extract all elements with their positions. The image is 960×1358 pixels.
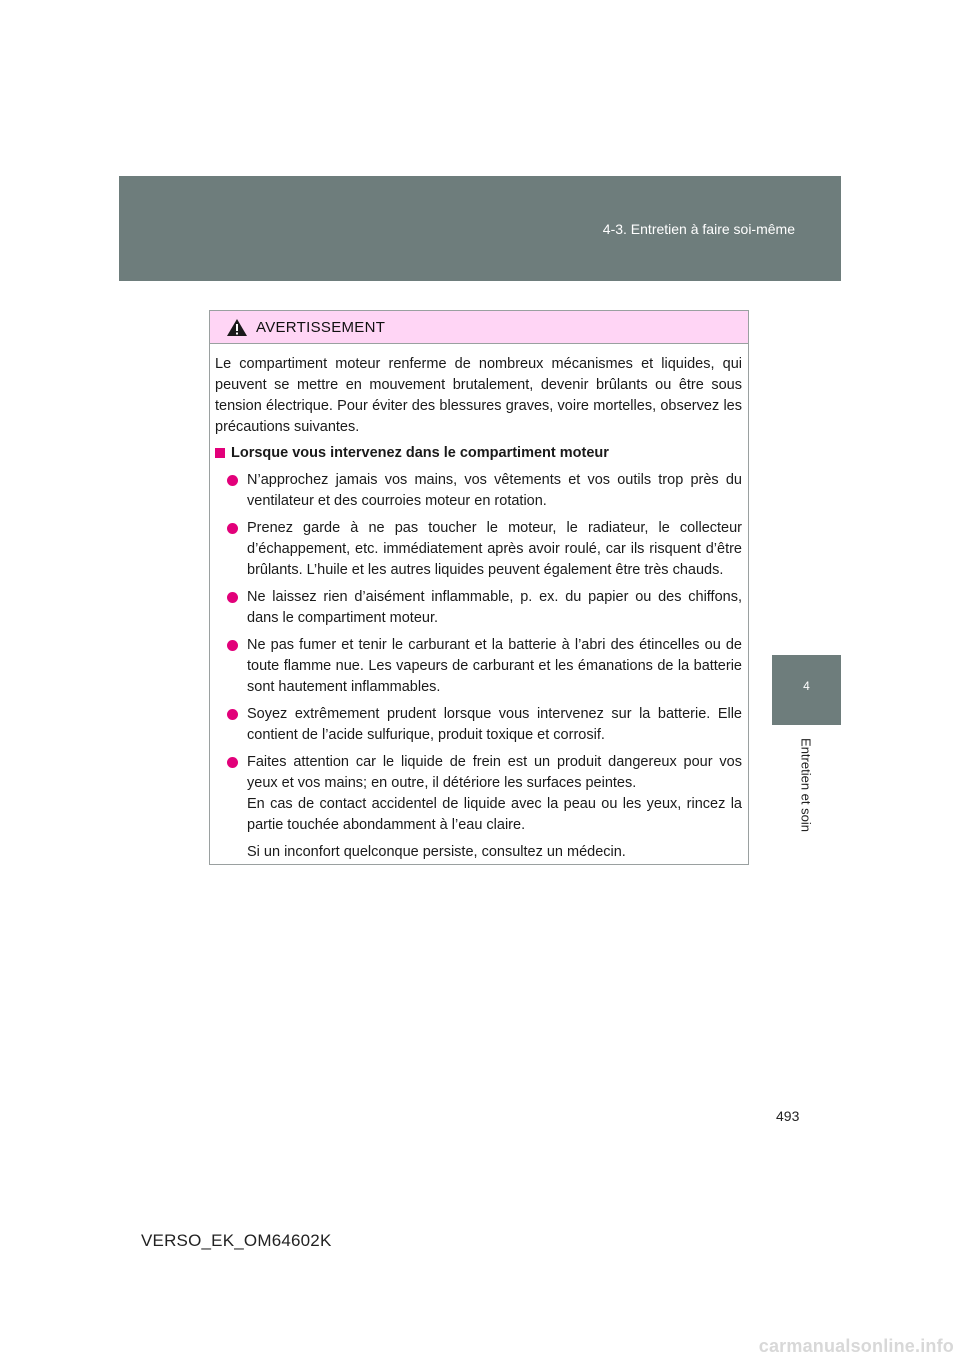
list-item-text: Ne laissez rien d’aisément inflammable, p. ex. du papier ou des chiffons, dans le compartiment moteur.	[247, 589, 742, 626]
warning-title: AVERTISSEMENT	[256, 318, 386, 336]
bullet-icon	[227, 523, 238, 534]
chapter-label: Entretien et soin	[798, 738, 814, 832]
list-item-final-note: Si un inconfort quelconque persiste, consultez un médecin.	[247, 844, 626, 860]
list-item-text: Faites attention car le liquide de frein est un produit dangereux pour vos yeux et vos mains; en outre, il détériore les surfaces peintes.	[247, 754, 742, 791]
bullet-icon	[227, 757, 238, 768]
list-item-subtext: En cas de contact accidentel de liquide avec la peau ou les yeux, rincez la partie touchée abondamment à l’eau claire.	[247, 796, 742, 833]
chapter-number: 4	[803, 679, 810, 693]
document-code: VERSO_EK_OM64602K	[141, 1231, 332, 1250]
list-item	[227, 635, 742, 698]
section-title: 4-3. Entretien à faire soi-même	[602, 221, 795, 237]
precaution-list	[215, 470, 742, 863]
list-item-text: Ne pas fumer et tenir le carburant et la batterie à l’abri des étincelles ou de toute flamme nue. Les vapeurs de carburant et les émanations de la batterie sont hautement inflammables.	[247, 637, 742, 695]
list-item	[227, 470, 742, 512]
bullet-icon	[227, 592, 238, 603]
page-number: 493	[776, 1108, 800, 1124]
header-band	[119, 176, 841, 281]
list-item-text: Prenez garde à ne pas toucher le moteur, le radiateur, le collecteur d’échappement, etc. immédiatement après avoir roulé, car ils risquent d’être brûlants. L’huile et les autres liquides peuvent également être très chauds.	[247, 520, 742, 578]
warning-body	[210, 344, 748, 863]
list-item	[227, 587, 742, 629]
warning-triangle-icon	[226, 318, 248, 337]
list-item	[227, 704, 742, 746]
warning-box	[209, 310, 749, 865]
bullet-icon	[227, 475, 238, 486]
chapter-tab	[772, 655, 841, 725]
bullet-icon	[227, 640, 238, 651]
list-item	[227, 752, 742, 863]
bullet-icon	[227, 709, 238, 720]
warning-subheading	[215, 443, 742, 464]
warning-intro: Le compartiment moteur renferme de nombreux mécanismes et liquides, qui peuvent se mettre en mouvement brutalement, devenir brûlants ou être sous tension électrique. Pour éviter des blessures graves, voire mortelles, observez les précautions suivantes.	[215, 356, 742, 435]
warning-header	[210, 311, 748, 344]
warning-subheading-text: Lorsque vous intervenez dans le compartiment moteur	[231, 445, 609, 461]
square-bullet-icon	[215, 448, 225, 458]
list-item	[227, 518, 742, 581]
watermark-text: carmanualsonline.info	[758, 1335, 954, 1356]
watermark	[722, 1334, 960, 1358]
list-item-text: N’approchez jamais vos mains, vos vêtements et vos outils trop près du ventilateur et des courroies moteur en rotation.	[247, 472, 742, 509]
list-item-text: Soyez extrêmement prudent lorsque vous intervenez sur la batterie. Elle contient de l’acide sulfurique, produit toxique et corrosif.	[247, 706, 742, 743]
